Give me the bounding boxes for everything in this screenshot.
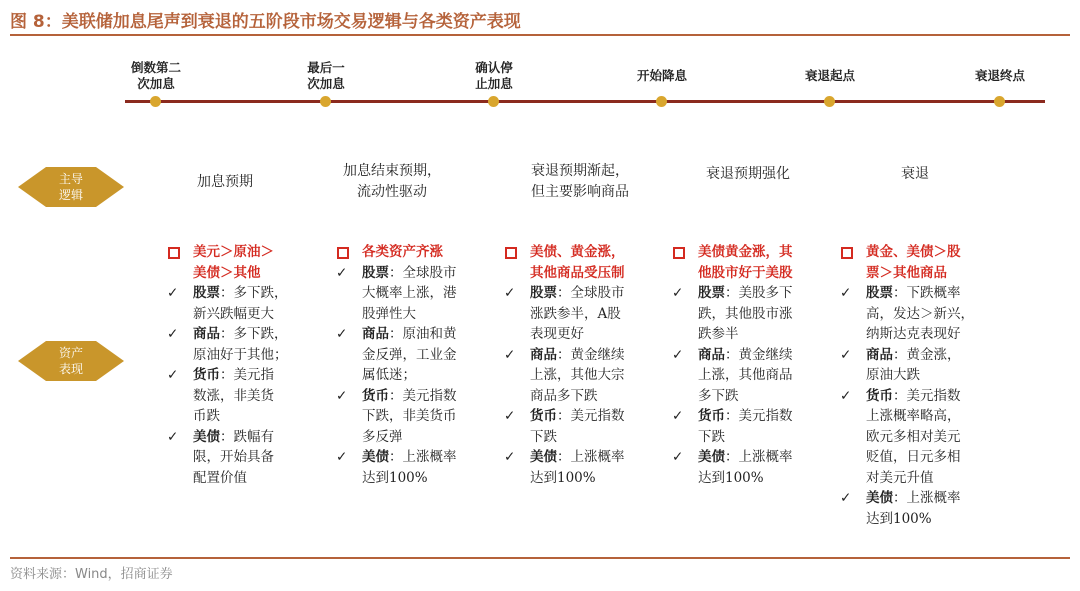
timeline-label-3: 确认停 止加息 xyxy=(475,60,513,91)
timeline-dot xyxy=(150,96,161,107)
timeline-dot xyxy=(656,96,667,107)
asset-stage-2 xyxy=(334,242,504,488)
check-icon: ✓ xyxy=(672,449,684,465)
logic-stage-2: 加息结束预期， 流动性驱动 xyxy=(343,163,441,200)
check-icon: ✓ xyxy=(167,428,179,445)
asset-item-treasuries: ✓ 美债：上涨概率 达到100% xyxy=(840,490,961,527)
square-bullet-icon xyxy=(337,247,349,259)
check-icon: ✓ xyxy=(336,449,348,465)
timeline-dot xyxy=(320,96,331,107)
timeline-dot xyxy=(824,96,835,107)
square-bullet-icon xyxy=(673,247,685,259)
asset-item-commodities: ✓ 商品：原油和黄 金反弹，工业金 属低迷； xyxy=(336,326,457,383)
check-icon: ✓ xyxy=(840,490,852,506)
check-icon: ✓ xyxy=(840,285,852,301)
asset-item-currency: ✓ 货币：美元指数 下跌 xyxy=(504,408,625,445)
logic-stage-5: 衰退 xyxy=(901,166,929,182)
asset-stage-3 xyxy=(502,242,672,488)
asset-item-treasuries: ✓ 美债：上涨概率 达到100% xyxy=(336,449,457,486)
asset-item-currency: ✓ 货币：美元指数 下跌，非美货币 多反弹 xyxy=(336,387,457,445)
bottom-rule xyxy=(10,557,1070,559)
logic-stage-1: 加息预期 xyxy=(197,174,253,190)
square-bullet-icon xyxy=(505,247,517,259)
check-icon: ✓ xyxy=(504,449,516,465)
asset-item-stocks: ✓ 股票：美股多下 跌，其他股市涨 跌参半 xyxy=(672,285,793,342)
check-icon: ✓ xyxy=(672,408,684,424)
asset-item-treasuries: ✓ 美债：跌幅有 限，开始具备 配置价值 xyxy=(167,428,274,486)
logic-stage-3: 衰退预期渐起， 但主要影响商品 xyxy=(531,163,629,200)
asset-stage-1 xyxy=(165,242,335,488)
timeline-label-6: 衰退终点 xyxy=(974,68,1025,83)
assets-row-header: 资产 表现 xyxy=(18,341,124,381)
asset-stage-5 xyxy=(838,242,1038,529)
asset-item-currency: ✓ 货币：美元指 数涨，非美货 币跌 xyxy=(167,367,274,424)
timeline-dot xyxy=(488,96,499,107)
check-icon: ✓ xyxy=(167,285,179,301)
asset-item-stocks: ✓ 股票：多下跌， 新兴跌幅更大 xyxy=(167,285,288,322)
asset-item-treasuries: ✓ 美债：上涨概率 达到100% xyxy=(504,449,625,486)
check-icon: ✓ xyxy=(167,326,179,342)
check-icon: ✓ xyxy=(336,326,348,342)
stage-headline: 美债黄金涨，其 他股市好于美股 xyxy=(670,242,840,283)
asset-stage-4 xyxy=(670,242,840,488)
asset-item-currency: ✓ 货币：美元指数 下跌 xyxy=(672,408,793,445)
stage-headline: 各类资产齐涨 xyxy=(334,242,504,263)
timeline-label-5: 衰退起点 xyxy=(804,68,855,83)
asset-item-commodities: ✓ 商品：黄金继续 上涨，其他大宗 商品多下跌 xyxy=(504,346,625,404)
logic-stage-4: 衰退预期强化 xyxy=(706,166,790,182)
asset-item-commodities: ✓ 商品：多下跌， 原油好于其他； xyxy=(167,326,288,363)
asset-item-commodities: ✓ 商品：黄金继续 上涨，其他商品 多下跌 xyxy=(672,346,793,404)
check-icon: ✓ xyxy=(840,346,852,363)
timeline-line xyxy=(125,100,1045,103)
stage-headline: 黄金、美债＞股 票＞其他商品 xyxy=(838,242,1038,283)
stage-headline: 美债、黄金涨， 其他商品受压制 xyxy=(502,242,672,283)
logic-row-header: 主导 逻辑 xyxy=(18,167,124,207)
timeline-label-1: 倒数第二 次加息 xyxy=(130,60,181,91)
check-icon: ✓ xyxy=(504,285,516,301)
asset-item-stocks: ✓ 股票：全球股市 涨跌参半，A股 表现更好 xyxy=(504,285,625,342)
top-rule xyxy=(10,34,1070,36)
square-bullet-icon xyxy=(841,247,853,259)
check-icon: ✓ xyxy=(672,346,684,363)
asset-item-treasuries: ✓ 美债：上涨概率 达到100% xyxy=(672,449,793,486)
check-icon: ✓ xyxy=(504,408,516,424)
check-icon: ✓ xyxy=(840,387,852,404)
timeline-label-4: 开始降息 xyxy=(636,68,687,83)
asset-item-currency: ✓ 货币：美元指数 上涨概率略高， 欧元多相对美元 贬值，日元多相 对美元升值 xyxy=(840,387,961,486)
asset-item-commodities: ✓ 商品：黄金涨， 原油大跌 xyxy=(840,346,961,383)
timeline-label-2: 最后一 次加息 xyxy=(307,60,345,91)
check-icon: ✓ xyxy=(336,387,348,404)
check-icon: ✓ xyxy=(167,367,179,383)
stage-headline: 美元＞原油＞ 美债＞其他 xyxy=(165,242,335,283)
square-bullet-icon xyxy=(168,247,180,259)
check-icon: ✓ xyxy=(672,285,684,301)
check-icon: ✓ xyxy=(336,264,348,281)
figure-title: 图 8：美联储加息尾声到衰退的五阶段市场交易逻辑与各类资产表现 xyxy=(10,12,521,32)
check-icon: ✓ xyxy=(504,346,516,363)
asset-item-stocks: ✓ 股票：下跌概率 高，发达＞新兴， 纳斯达克表现好 xyxy=(840,285,974,342)
asset-item-stocks: ✓ 股票：全球股市 大概率上涨，港 股弹性大 xyxy=(336,264,457,322)
timeline-dot xyxy=(994,96,1005,107)
source-note: 资料来源：Wind，招商证券 xyxy=(10,567,173,582)
